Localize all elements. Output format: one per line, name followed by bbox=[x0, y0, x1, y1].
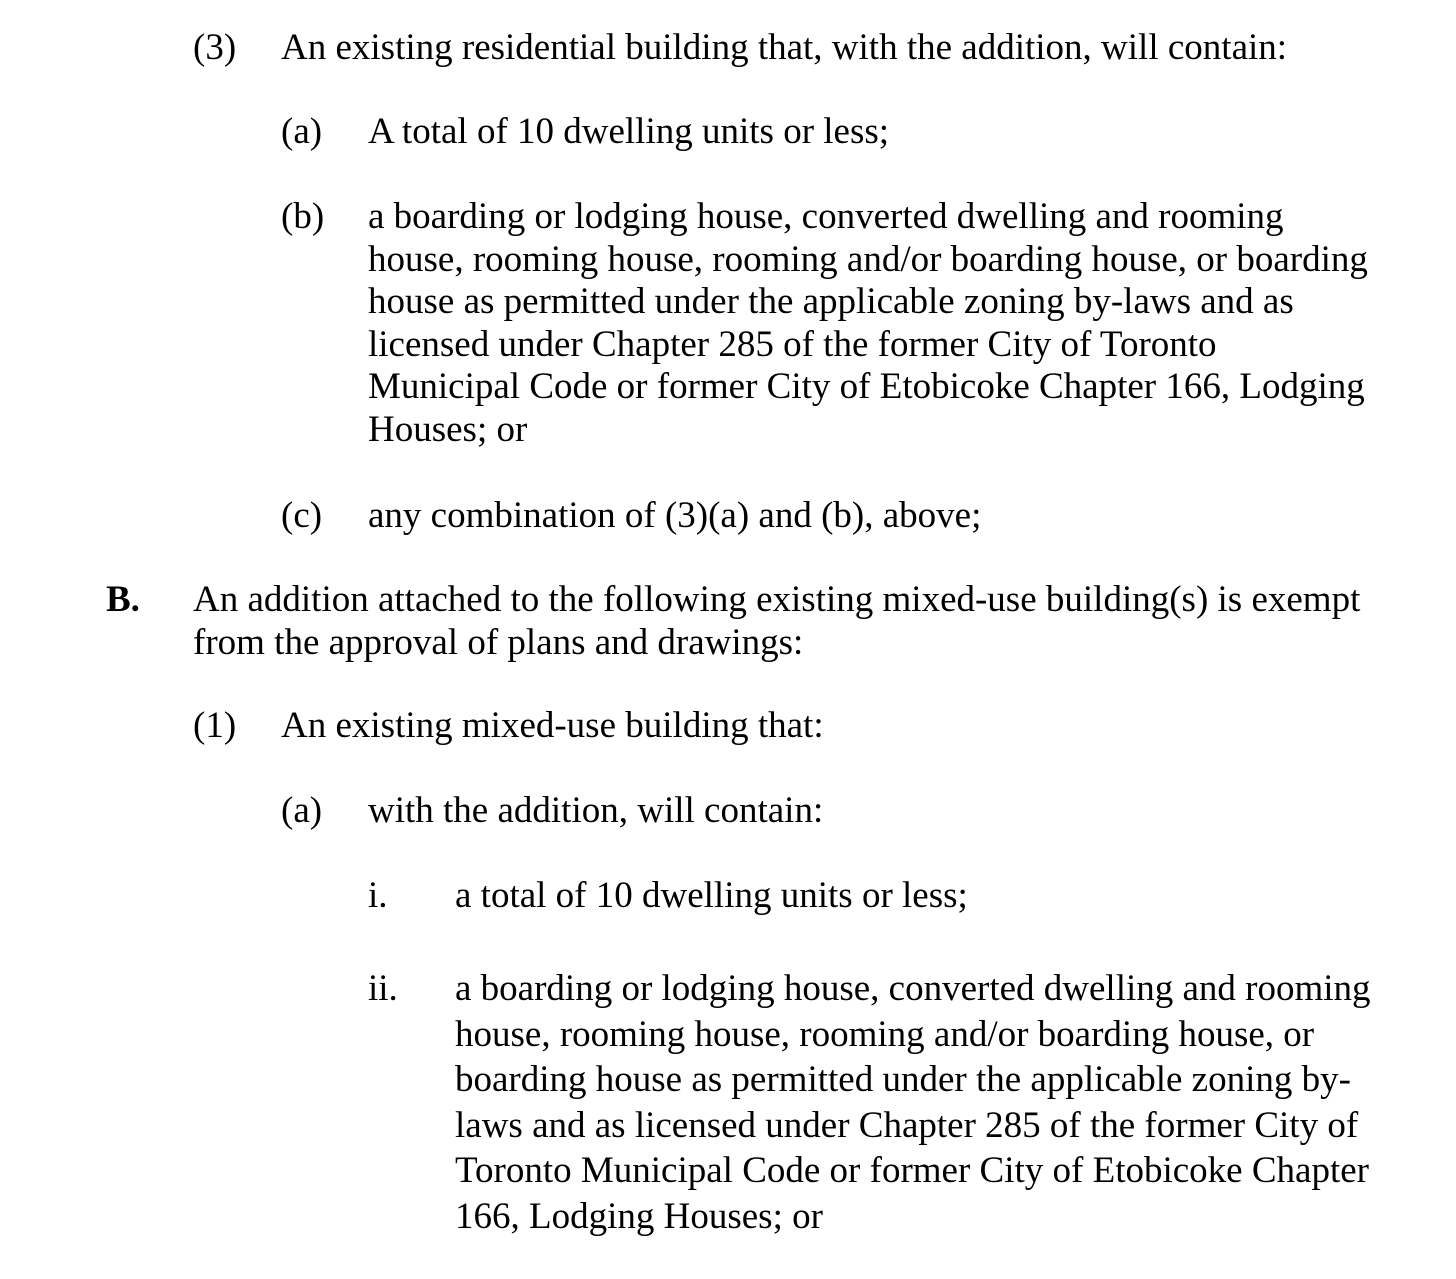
section-marker: B. bbox=[106, 579, 140, 620]
text-line: house, rooming house, rooming and/or boarding house, or boarding bbox=[368, 238, 1368, 280]
clause-marker: (c) bbox=[281, 495, 323, 536]
text-line: boarding house as permitted under the applicable zoning by- bbox=[455, 1059, 1351, 1100]
clause-text: An existing mixed-use building that: bbox=[281, 705, 824, 746]
text-line: Houses; or bbox=[368, 408, 528, 450]
text-line: 166, Lodging Houses; or bbox=[455, 1195, 823, 1237]
text-line: licensed under Chapter 285 of the former City of Toronto bbox=[368, 323, 1217, 365]
text-line: Municipal Code or former City of Etobicoke Chapter 166, Lodging bbox=[368, 366, 1365, 407]
clause-marker: i. bbox=[368, 875, 388, 916]
text-line: house, rooming house, rooming and/or boarding house, or bbox=[455, 1013, 1315, 1055]
text-line: a boarding or lodging house, converted dwelling and rooming bbox=[455, 968, 1371, 1009]
clause-marker: (a) bbox=[281, 790, 323, 831]
text-line: from the approval of plans and drawings: bbox=[193, 621, 804, 663]
clause-text bbox=[455, 966, 1385, 1239]
clause-text: any combination of (3)(a) and (b), above; bbox=[368, 495, 982, 536]
clause-marker: (1) bbox=[193, 705, 237, 746]
clause-text: a total of 10 dwelling units or less; bbox=[455, 875, 968, 916]
clause-text bbox=[368, 196, 1378, 451]
clause-text: An existing residential building that, with the addition, will contain: bbox=[281, 27, 1288, 68]
clause-marker: (3) bbox=[193, 27, 237, 68]
text-line: laws and as licensed under Chapter 285 of the former City of bbox=[455, 1104, 1359, 1146]
clause-text: with the addition, will contain: bbox=[368, 790, 824, 831]
clause-marker: (b) bbox=[281, 196, 325, 237]
clause-marker: (a) bbox=[281, 111, 323, 152]
section-text bbox=[193, 579, 1373, 664]
text-line: Toronto Municipal Code or former City of Etobicoke Chapter bbox=[455, 1150, 1369, 1191]
clause-text: A total of 10 dwelling units or less; bbox=[368, 111, 890, 152]
clause-marker: ii. bbox=[368, 968, 398, 1009]
text-line: a boarding or lodging house, converted dwelling and rooming bbox=[368, 196, 1284, 237]
text-line: An addition attached to the following existing mixed-use building(s) is exempt bbox=[193, 579, 1361, 620]
text-line: house as permitted under the applicable zoning by-laws and as bbox=[368, 281, 1294, 322]
